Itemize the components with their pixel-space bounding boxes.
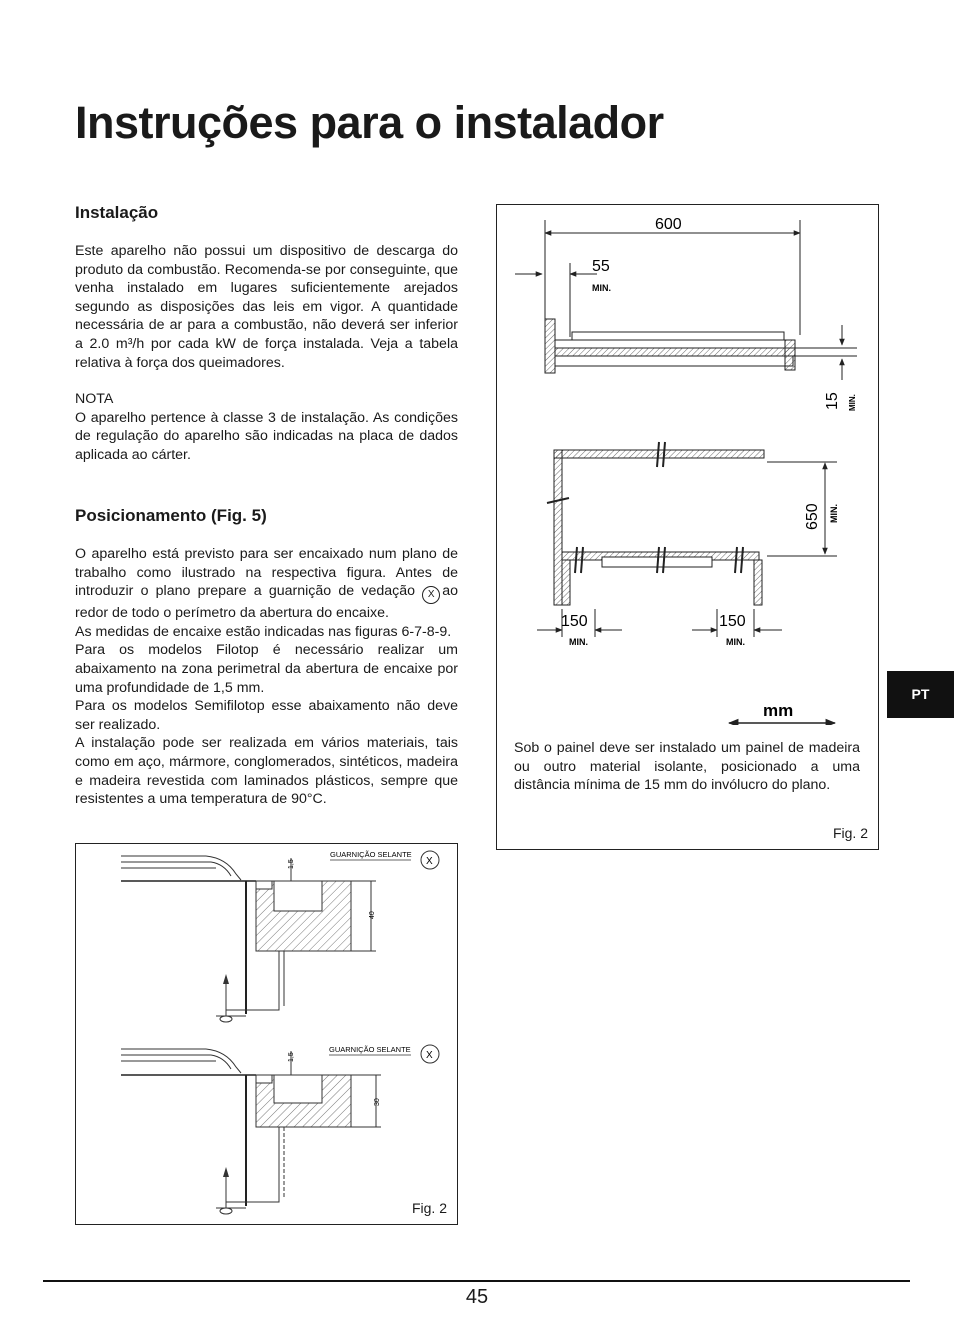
installation-paragraph: Este aparelho não possui um dispositivo de descarga do produto da combustão. Recomenda-se por conseguinte, que venha instalado em lugares suficientemente arejados segundo as disposições das leis em vigor. A quantidade necessária de ar para a combustão, não deverá ser inferior a 2.0 m³/h por cada kW de força instalada. Veja a tabela relativa à força dos queimadores. (75, 243, 458, 371)
dim-side: 55 (592, 258, 610, 275)
side-view (515, 216, 857, 411)
figure-clearances (496, 204, 879, 850)
installation-heading: Instalação (75, 203, 159, 222)
dim-below-min: MIN. (848, 394, 857, 411)
note-label: NOTA (75, 391, 114, 408)
dim-left-clearance: 150 (561, 613, 588, 630)
figure-left-label: Fig. 2 (411, 1200, 447, 1216)
dim-depth: 650 (804, 503, 821, 530)
footer-rule (43, 1280, 910, 1282)
seal-top-dim-small: 1,5 (288, 859, 295, 869)
seal-diagram (76, 844, 457, 1224)
seal-top-symbol-icon: X (426, 856, 433, 867)
p1-after: ao redor de todo o perímetro da abertura do encaixe. (75, 583, 458, 622)
note-text: O aparelho pertence à classe 3 de instalação. As condições de regulação do aparelho são indicadas na placa de dados aplicada ao cárter. (75, 409, 458, 463)
figure-seal-detail (75, 843, 458, 1225)
page-number: 45 (465, 1286, 489, 1308)
dim-width: 600 (655, 216, 682, 233)
seal-bottom-symbol-icon: X (426, 1050, 433, 1061)
seal-bottom-label: GUARNIÇÃO SELANTE (329, 1045, 411, 1054)
installation-section (75, 242, 458, 465)
clearance-diagram (497, 205, 878, 725)
positioning-paragraph-3: Para os modelos Filotop é necessário realizar um abaixamento na zona perimetral da abertura de encaixe por uma profundidade de 1,5 mm. (75, 642, 458, 696)
seal-top-label: GUARNIÇÃO SELANTE (330, 850, 412, 859)
p1-before: O aparelho está previsto para ser encaixado num plano de trabalho como ilustrado na respectiva figura. Antes de introduzir o plano prepare a guarnição de vedação (75, 546, 458, 600)
dim-left-min: MIN. (569, 637, 588, 647)
page-title: Instruções para o instalador (75, 97, 664, 148)
figure-right-caption: Sob o painel deve ser instalado um painel de madeira ou outro material isolante, posicionado a uma distância mínima de 15 mm do invólucro do plano. (514, 740, 860, 794)
positioning-paragraph-5: A instalação pode ser realizada em vários materiais, tais como em aço, mármore, conglomerados, sintéticos, madeira e madeira revestida com laminados plásticos, sempre que resistentes a uma temperatura de 90°C. (75, 735, 458, 808)
positioning-section (75, 545, 458, 809)
dim-unit: mm (763, 701, 794, 720)
plan-view (537, 442, 839, 647)
seal-bottom-dim-small: 1,5 (288, 1052, 295, 1062)
seal-detail-top (121, 850, 439, 1022)
language-tab: PT (887, 671, 954, 718)
dim-right-clearance: 150 (719, 613, 746, 630)
positioning-paragraph-2: As medidas de encaixe estão indicadas nas figuras 6-7-8-9. (75, 623, 452, 640)
positioning-heading: Posicionamento (Fig. 5) (75, 506, 267, 525)
dim-depth-min: MIN. (829, 504, 839, 523)
seal-bottom-dim-height: 30 (374, 1098, 381, 1106)
seal-detail-bottom (121, 1045, 439, 1214)
dim-side-min: MIN. (592, 283, 611, 293)
positioning-paragraph-4: Para os modelos Semifilotop esse abaixamento não deve ser realizado. (75, 698, 458, 733)
dim-right-min: MIN. (726, 637, 745, 647)
positioning-paragraph-1 (75, 545, 458, 623)
figure-right-label: Fig. 2 (832, 825, 868, 841)
seal-top-dim-height: 40 (369, 911, 376, 919)
unit-indicator (729, 701, 835, 723)
dim-below: 15 (824, 392, 841, 410)
seal-symbol-icon: X (422, 586, 440, 604)
